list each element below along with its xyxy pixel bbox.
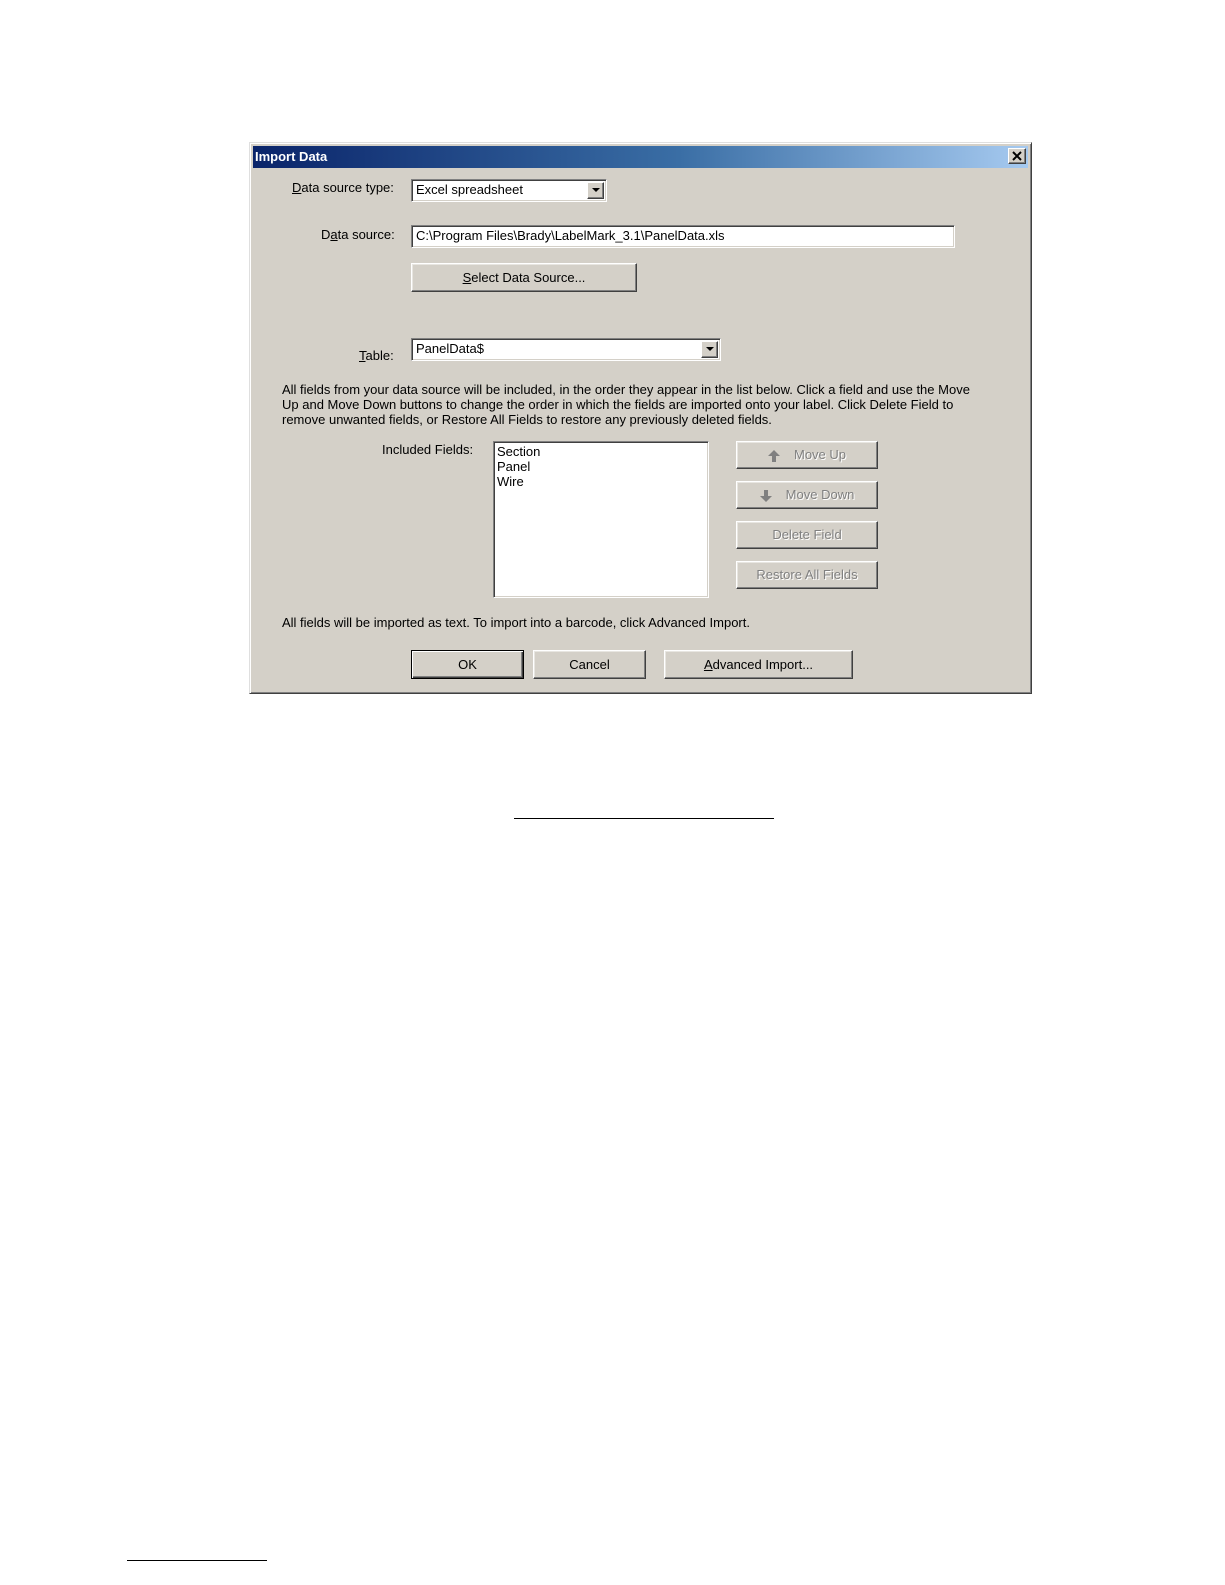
data-source-type-select[interactable]	[411, 179, 607, 202]
list-item[interactable]: Section	[497, 444, 541, 459]
data-source-input[interactable]	[411, 225, 955, 248]
ok-button[interactable]: OK	[411, 650, 524, 679]
chevron-down-icon	[592, 188, 600, 193]
table-dropdown-button[interactable]	[701, 341, 718, 358]
arrow-up-icon	[768, 450, 780, 462]
list-item[interactable]: Panel	[497, 459, 531, 474]
table-select[interactable]	[411, 338, 721, 361]
data-source-type-dropdown-button[interactable]	[587, 182, 604, 199]
data-source-type-value: Excel spreadsheet	[416, 182, 523, 197]
instructions-text: All fields from your data source will be included, in the order they appear in the list below. Click a field and use the Move Up and Move Down buttons to change the order in which the fields are imported onto your label. Click Delete Field to remove unwanted fields, or Restore All Fields to restore any previously deleted fields.	[282, 382, 970, 427]
chevron-down-icon	[706, 347, 714, 352]
included-fields-label: Included Fields:	[382, 442, 474, 457]
table-value: PanelData$	[416, 341, 484, 356]
data-source-path: C:\Program Files\Brady\LabelMark_3.1\PanelData.xls	[416, 228, 725, 243]
close-button[interactable]	[1008, 148, 1026, 164]
select-data-source-button[interactable]: Select Data Source...	[411, 263, 637, 292]
advanced-import-button[interactable]: Advanced Import...	[664, 650, 853, 679]
data-source-label: Data source:	[321, 227, 395, 242]
data-source-type-label: Data source type:	[292, 180, 394, 195]
move-up-button[interactable]: Move Up	[736, 441, 878, 469]
move-down-button[interactable]: Move Down	[736, 481, 878, 509]
title-bar[interactable]	[253, 146, 1028, 168]
dialog-title: Import Data	[255, 149, 328, 164]
included-fields-list[interactable]	[493, 441, 709, 598]
footnote-line	[127, 1560, 267, 1561]
close-icon	[1012, 151, 1022, 161]
list-item[interactable]: Wire	[497, 474, 524, 489]
cancel-button[interactable]: Cancel	[533, 650, 646, 679]
divider-line	[514, 818, 774, 819]
import-note: All fields will be imported as text. To import into a barcode, click Advanced Import.	[282, 615, 750, 630]
table-label: Table:	[359, 348, 394, 363]
arrow-down-icon	[760, 490, 772, 502]
restore-all-fields-button[interactable]: Restore All Fields	[736, 561, 878, 589]
delete-field-button[interactable]: Delete Field	[736, 521, 878, 549]
